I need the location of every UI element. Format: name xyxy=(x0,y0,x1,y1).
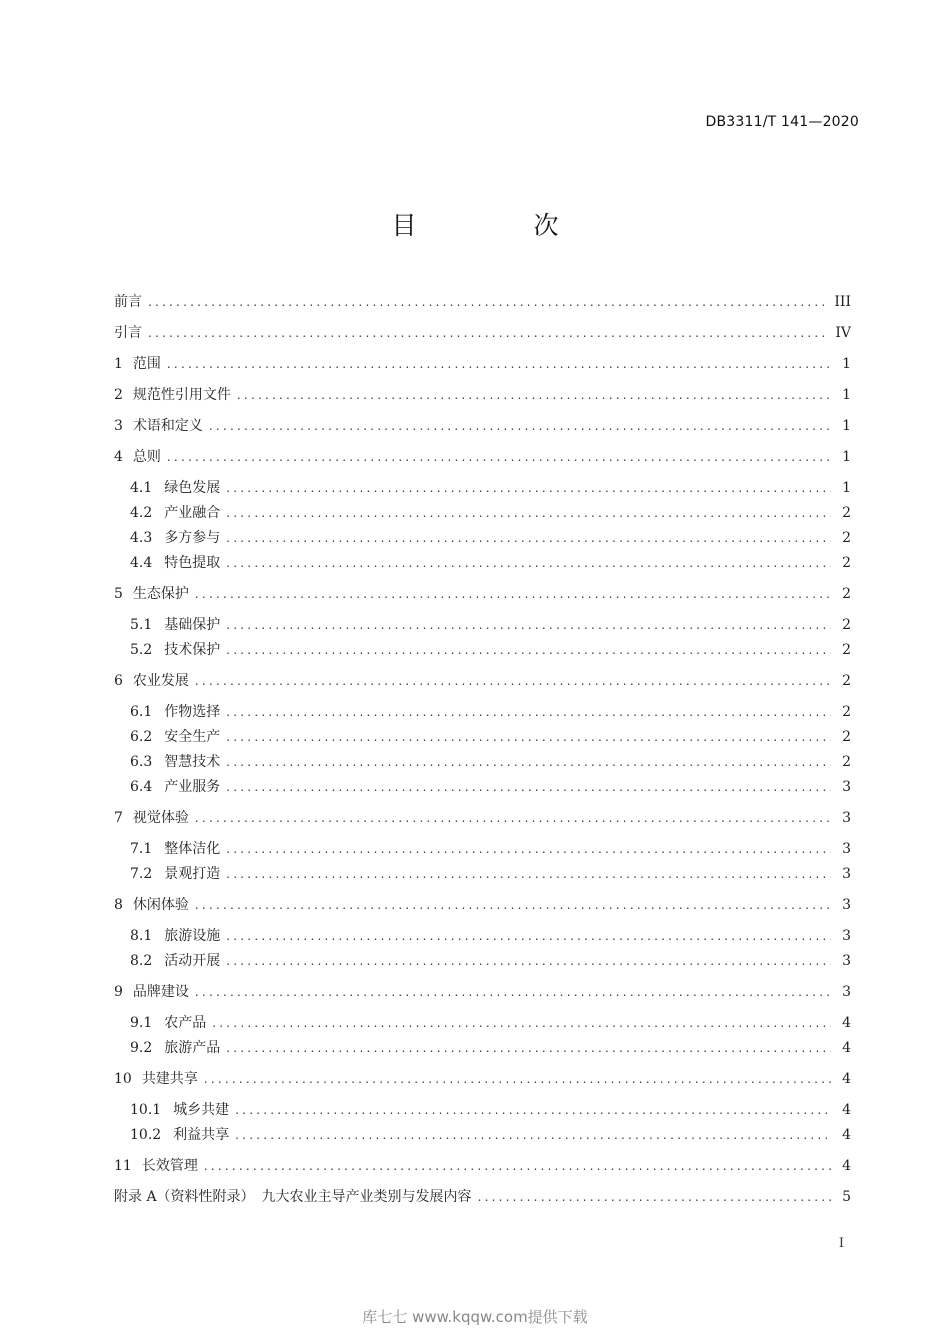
toc-entry[interactable] xyxy=(114,1064,851,1089)
toc-entry[interactable] xyxy=(114,1095,851,1120)
toc-entry[interactable] xyxy=(114,318,851,343)
toc-entry[interactable] xyxy=(114,946,851,971)
toc-entry-page: III xyxy=(834,294,851,310)
toc-entry[interactable] xyxy=(114,1008,851,1033)
toc-leader-dots xyxy=(235,1100,831,1120)
toc-leader-dots xyxy=(204,1156,831,1176)
toc-leader-dots xyxy=(226,478,831,498)
toc-entry-label: 作物选择 xyxy=(164,704,221,720)
page-title: 目 次 xyxy=(391,211,605,240)
table-of-contents xyxy=(114,287,851,1207)
toc-entry[interactable] xyxy=(114,473,851,498)
toc-entry[interactable] xyxy=(114,697,851,722)
toc-entry-number: 6.3 xyxy=(130,754,153,770)
toc-entry-number: 7.2 xyxy=(130,866,153,882)
toc-entry-page: 2 xyxy=(842,530,851,546)
toc-leader-dots xyxy=(195,982,831,1002)
toc-entry-label: 多方参与 xyxy=(164,530,221,546)
toc-entry-page: 2 xyxy=(842,754,851,770)
toc-entry-number: 4.1 xyxy=(130,480,153,496)
toc-entry-number: 7 xyxy=(114,810,123,826)
toc-leader-dots xyxy=(237,385,831,405)
toc-entry[interactable] xyxy=(114,1182,851,1207)
toc-leader-dots xyxy=(209,416,831,436)
toc-entry-page: 1 xyxy=(842,356,851,372)
toc-entry-label: 生态保护 xyxy=(132,586,189,602)
toc-entry-page: 1 xyxy=(842,480,851,496)
toc-entry-page: 2 xyxy=(842,704,851,720)
toc-entry[interactable] xyxy=(114,635,851,660)
toc-leader-dots xyxy=(235,1125,831,1145)
toc-leader-dots xyxy=(226,615,831,635)
toc-entry-label: 总则 xyxy=(132,449,161,465)
toc-entry-page: 2 xyxy=(842,642,851,658)
toc-leader-dots xyxy=(226,926,831,946)
toc-entry-page: 2 xyxy=(842,673,851,689)
toc-entry-label: 休闲体验 xyxy=(132,897,189,913)
toc-entry-label: 品牌建设 xyxy=(132,984,189,1000)
toc-leader-dots xyxy=(478,1187,831,1207)
toc-leader-dots xyxy=(226,864,831,884)
toc-entry[interactable] xyxy=(114,579,851,604)
toc-entry-label: 活动开展 xyxy=(164,953,221,969)
toc-entry-number: 7.1 xyxy=(130,841,153,857)
toc-leader-dots xyxy=(226,1038,831,1058)
toc-entry-number: 9.1 xyxy=(130,1015,153,1031)
toc-leader-dots xyxy=(226,839,831,859)
toc-leader-dots xyxy=(148,292,828,312)
toc-entry[interactable] xyxy=(114,859,851,884)
toc-leader-dots xyxy=(226,503,831,523)
toc-entry-number: 10.2 xyxy=(130,1127,162,1143)
toc-entry-page: 3 xyxy=(842,984,851,1000)
toc-entry[interactable] xyxy=(114,834,851,859)
toc-entry-page: 2 xyxy=(842,617,851,633)
document-code: DB3311/T 141—2020 xyxy=(705,114,859,130)
toc-entry-number: 3 xyxy=(114,418,123,434)
toc-entry-number: 5.1 xyxy=(130,617,153,633)
toc-entry-label: 范围 xyxy=(132,356,161,372)
toc-leader-dots xyxy=(226,702,831,722)
toc-entry-page: 3 xyxy=(842,866,851,882)
toc-entry-label: 共建共享 xyxy=(141,1071,198,1087)
toc-entry-label: 安全生产 xyxy=(164,729,221,745)
toc-entry-page: 3 xyxy=(842,779,851,795)
toc-entry-label: 绿色发展 xyxy=(164,480,221,496)
toc-entry[interactable] xyxy=(114,349,851,374)
toc-entry[interactable] xyxy=(114,523,851,548)
toc-entry-number: 1 xyxy=(114,356,123,372)
toc-leader-dots xyxy=(226,777,831,797)
toc-entry-label: 旅游设施 xyxy=(164,928,221,944)
toc-entry-label: 视觉体验 xyxy=(132,810,189,826)
toc-entry-number: 4.2 xyxy=(130,505,153,521)
toc-entry[interactable] xyxy=(114,411,851,436)
toc-leader-dots xyxy=(167,447,831,467)
toc-entry-label: 整体洁化 xyxy=(164,841,221,857)
toc-leader-dots xyxy=(212,1013,831,1033)
toc-leader-dots xyxy=(204,1069,831,1089)
toc-entry[interactable] xyxy=(114,287,851,312)
toc-entry-number: 9 xyxy=(114,984,123,1000)
toc-entry-label: 规范性引用文件 xyxy=(132,387,231,403)
toc-entry-page: 3 xyxy=(842,810,851,826)
toc-entry[interactable] xyxy=(114,610,851,635)
toc-entry[interactable] xyxy=(114,1120,851,1145)
toc-entry-number: 6.2 xyxy=(130,729,153,745)
toc-entry-page: 2 xyxy=(842,505,851,521)
toc-entry-page: 4 xyxy=(842,1102,851,1118)
toc-entry-label: 技术保护 xyxy=(164,642,221,658)
toc-entry-page: 1 xyxy=(842,418,851,434)
toc-leader-dots xyxy=(226,640,831,660)
toc-leader-dots xyxy=(195,584,831,604)
toc-entry[interactable] xyxy=(114,498,851,523)
toc-entry-label: 基础保护 xyxy=(164,617,221,633)
toc-entry-page: 2 xyxy=(842,729,851,745)
toc-entry[interactable] xyxy=(114,1151,851,1176)
toc-entry-number: 6 xyxy=(114,673,123,689)
toc-entry-number: 10.1 xyxy=(130,1102,162,1118)
toc-entry-page: 3 xyxy=(842,841,851,857)
toc-leader-dots xyxy=(226,727,831,747)
toc-leader-dots xyxy=(167,354,831,374)
toc-entry-number: 6.4 xyxy=(130,779,153,795)
toc-entry-label: 引言 xyxy=(114,325,142,341)
toc-entry-page: 1 xyxy=(842,449,851,465)
toc-entry-number: 4 xyxy=(114,449,123,465)
toc-entry-label: 产业服务 xyxy=(164,779,221,795)
toc-entry[interactable] xyxy=(114,380,851,405)
toc-entry-label: 景观打造 xyxy=(164,866,221,882)
toc-entry-number: 2 xyxy=(114,387,123,403)
toc-entry-page: 3 xyxy=(842,897,851,913)
toc-entry[interactable] xyxy=(114,772,851,797)
toc-entry-label: 特色提取 xyxy=(164,555,221,571)
toc-entry-number: 8.1 xyxy=(130,928,153,944)
toc-entry-label: 农业发展 xyxy=(132,673,189,689)
toc-entry-label: 长效管理 xyxy=(141,1158,198,1174)
toc-leader-dots xyxy=(195,808,831,828)
toc-leader-dots xyxy=(148,323,829,343)
toc-entry[interactable] xyxy=(114,666,851,691)
toc-leader-dots xyxy=(226,951,831,971)
toc-entry-page: 5 xyxy=(842,1189,851,1205)
toc-entry[interactable] xyxy=(114,1033,851,1058)
toc-entry-page: 4 xyxy=(842,1071,851,1087)
toc-entry-page: 4 xyxy=(842,1127,851,1143)
toc-entry-number: 6.1 xyxy=(130,704,153,720)
toc-entry-label: 产业融合 xyxy=(164,505,221,521)
toc-entry-page: 4 xyxy=(842,1158,851,1174)
toc-entry-number: 4.4 xyxy=(130,555,153,571)
toc-entry[interactable] xyxy=(114,747,851,772)
toc-entry-label: 智慧技术 xyxy=(164,754,221,770)
toc-entry-label: 前言 xyxy=(114,294,142,310)
toc-entry-label: 术语和定义 xyxy=(132,418,203,434)
page-number: I xyxy=(838,1236,844,1251)
toc-entry-number: 5 xyxy=(114,586,123,602)
watermark-text: 库七七 www.kqqw.com提供下载 xyxy=(362,1308,588,1326)
toc-entry[interactable] xyxy=(114,977,851,1002)
toc-entry[interactable] xyxy=(114,548,851,573)
toc-entry[interactable] xyxy=(114,803,851,828)
toc-entry-label: 利益共享 xyxy=(173,1127,230,1143)
toc-entry-page: 4 xyxy=(842,1015,851,1031)
toc-entry-page: 2 xyxy=(842,586,851,602)
toc-entry-page: 3 xyxy=(842,953,851,969)
toc-leader-dots xyxy=(226,752,831,772)
toc-entry[interactable] xyxy=(114,442,851,467)
toc-entry-number: 10 xyxy=(114,1071,132,1087)
toc-entry-page: 3 xyxy=(842,928,851,944)
toc-entry-number: 4.3 xyxy=(130,530,153,546)
toc-entry-number: 11 xyxy=(114,1158,132,1174)
toc-entry[interactable] xyxy=(114,890,851,915)
toc-entry-page: 1 xyxy=(842,387,851,403)
toc-entry[interactable] xyxy=(114,722,851,747)
toc-entry-number: 8.2 xyxy=(130,953,153,969)
toc-entry-label: 城乡共建 xyxy=(173,1102,230,1118)
toc-entry-number: 8 xyxy=(114,897,123,913)
toc-entry-page: 2 xyxy=(842,555,851,571)
toc-entry-number: 9.2 xyxy=(130,1040,153,1056)
toc-entry-label: 附录 A（资料性附录） 九大农业主导产业类别与发展内容 xyxy=(114,1189,472,1205)
toc-entry-page: 4 xyxy=(842,1040,851,1056)
toc-leader-dots xyxy=(226,528,831,548)
toc-entry[interactable] xyxy=(114,921,851,946)
toc-leader-dots xyxy=(226,553,831,573)
toc-leader-dots xyxy=(195,895,831,915)
toc-entry-label: 旅游产品 xyxy=(164,1040,221,1056)
toc-leader-dots xyxy=(195,671,831,691)
toc-entry-label: 农产品 xyxy=(164,1015,207,1031)
toc-entry-number: 5.2 xyxy=(130,642,153,658)
toc-entry-page: IV xyxy=(835,325,851,341)
